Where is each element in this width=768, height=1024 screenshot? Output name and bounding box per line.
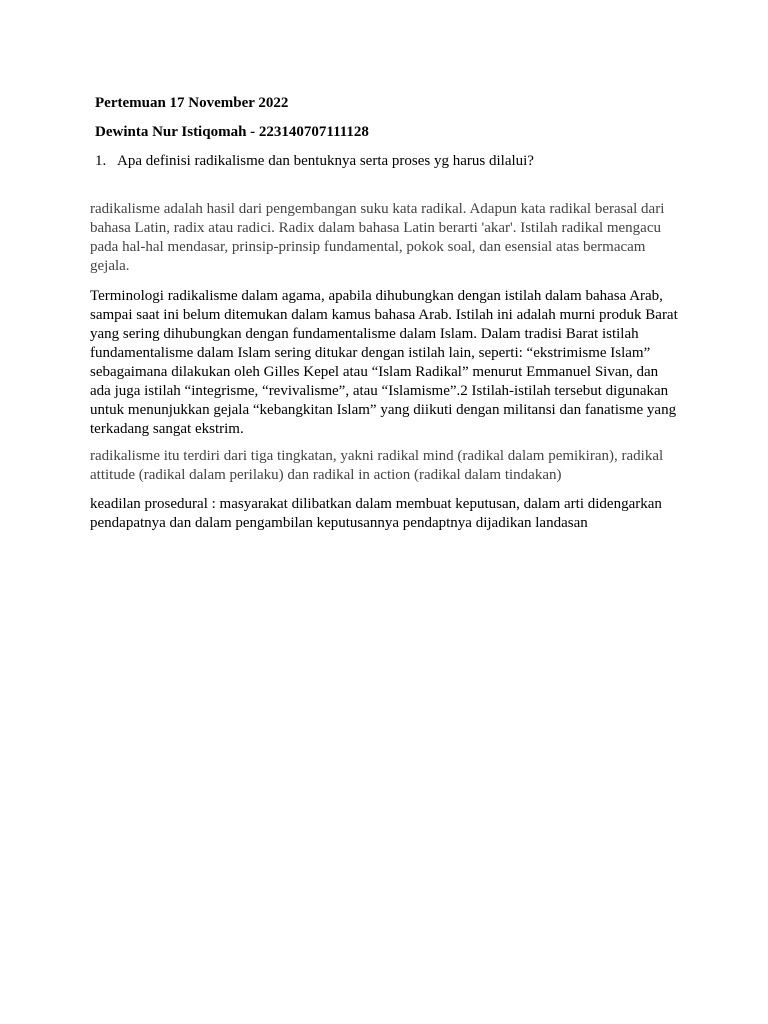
question-item: [95, 152, 534, 170]
question-number: 1.: [95, 153, 107, 169]
answer-paragraph-levels: radikalisme itu terdiri dari tiga tingkatan, yakni radikal mind (radikal dalam pemikiran), radikal attitude (radikal dalam perilaku) dan radikal in action (radikal dalam tindakan): [90, 448, 664, 483]
answer-paragraph-procedural-justice: keadilan prosedural : masyarakat dilibatkan dalam membuat keputusan, dalam arti didengarkan pendapatnya dan dalam pengambilan keputusannya pendaptnya dijadikan landasan: [90, 496, 662, 531]
answer-paragraph-definition: radikalisme adalah hasil dari pengembangan suku kata radikal. Adapun kata radikal berasal dari bahasa Latin, radix atau radici. Radix dalam bahasa Latin berarti 'akar'. Istilah radikal mengacu pada hal-hal mendasar, prinsip-prinsip fundamental, pokok soal, dan esensial atas bermacam gejala.: [90, 201, 665, 274]
meeting-title: Pertemuan 17 November 2022: [95, 95, 289, 111]
author-name-and-id: Dewinta Nur Istiqomah - 223140707111128: [95, 124, 369, 140]
question-text: Apa definisi radikalisme dan bentuknya serta proses yg harus dilalui?: [117, 153, 534, 169]
answer-paragraph-terminology: Terminologi radikalisme dalam agama, apabila dihubungkan dengan istilah dalam bahasa Arab, sampai saat ini belum ditemukan dalam kamus bahasa Arab. Istilah ini adalah murni produk Barat yang sering dihubungkan dengan fundamentalisme dalam Islam. Dalam tradisi Barat istilah fundamentalisme dalam Islam sering ditukar dengan istilah lain, seperti: “ekstrimisme Islam” sebagaimana dilakukan oleh Gilles Kepel atau “Islam Radikal” menurut Emmanuel Sivan, dan ada juga istilah “integrisme, “revivalisme”, atau “Islamisme”.2 Istilah-istilah tersebut digunakan untuk menunjukkan gejala “kebangkitan Islam” yang diikuti dengan militansi dan fanatisme yang terkadang sangat ekstrim.: [90, 288, 678, 437]
